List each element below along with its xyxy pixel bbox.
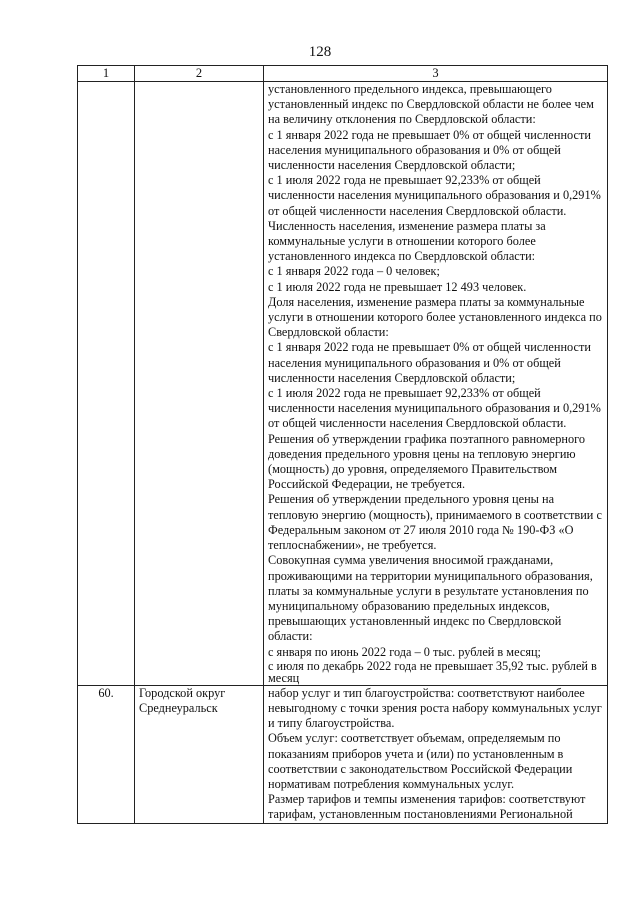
description-paragraph: установленного предельного индекса, превышающего установленный индекс по Свердловской области не более чем на величину отклонения по Свердловской области: (268, 82, 594, 127)
column-header-3: 3 (264, 66, 608, 82)
description-cell (264, 685, 608, 823)
description-paragraph: с 1 января 2022 года – 0 человек; (268, 264, 440, 279)
description-paragraph: Размер тарифов и темпы изменения тарифов: соответствуют тарифам, установленным постановлениями Региональной (268, 792, 586, 822)
table-row (78, 685, 608, 823)
description-paragraph: Решения об утверждении графика поэтапного равномерного доведения предельного уровня цены на тепловую энергию (мощность) до уровня, определяемого Правительством Российской Федерации, не требуется. (268, 431, 585, 492)
description-paragraph: Численность населения, изменение размера платы за коммунальные услуги в отношении которого более установленного индекса по Свердловской области: (268, 218, 546, 264)
description-paragraph: с 1 января 2022 года не превышает 0% от общей численности населения муниципального образования и 0% от общей численности населения Свердловской области; (268, 340, 591, 385)
table-header-row (78, 66, 608, 82)
table-row (78, 82, 608, 686)
description-paragraph: Решения об утверждении предельного уровня цены на тепловую энергию (мощность), принимаемого в соответствии с Федеральным законом от 27 июля 2010 года № 190-ФЗ «О теплоснабжении», не требуется. (268, 492, 602, 553)
row-number: 60. (78, 685, 135, 823)
column-header-1: 1 (78, 66, 135, 82)
document-table (77, 65, 608, 824)
description-paragraph: с 1 января 2022 года не превышает 0% от общей численности населения муниципального образования и 0% от общей численности населения Свердловской области; (268, 127, 591, 173)
description-paragraph: с 1 июля 2022 года не превышает 12 493 человек. (268, 279, 527, 294)
column-header-2: 2 (135, 66, 264, 82)
page-number: 128 (308, 44, 332, 60)
description-paragraph: с июля по декабрь 2022 года не превышает 35,92 тыс. рублей в месяц (268, 658, 597, 685)
description-paragraph: с 1 июля 2022 года не превышает 92,233% от общей численности населения муниципального образования и 0,291% от общей численности населения Свердловской области. (268, 173, 601, 218)
description-paragraph: с января по июнь 2022 года – 0 тыс. рублей в месяц; (268, 644, 541, 659)
description-paragraph: Объем услуг: соответствует объемам, определяемым по показаниям приборов учета и (или) по установленным в соответствии с законодательством Российской Федерации нормативам потребления коммунальных услуг. (268, 731, 573, 791)
table-body (78, 82, 608, 824)
description-paragraph: с 1 июля 2022 года не превышает 92,233% от общей численности населения муниципального образования и 0,291% от общей численности населения Свердловской области. (268, 386, 601, 431)
description-cell (264, 82, 608, 686)
municipality-name (135, 82, 264, 686)
description-paragraph: Совокупная сумма увеличения вносимой гражданами, проживающими на территории муниципального образования, платы за коммунальные услуги в результате установления по муниципальному образованию предельных индексов, превышающих установленный индекс по Свердловской области: (268, 553, 593, 644)
description-paragraph: набор услуг и тип благоустройства: соответствуют наиболее невыгодному с точки зрения роста набору коммунальных услуг и типу благоустройства. (268, 685, 602, 731)
description-paragraph: Доля населения, изменение размера платы за коммунальные услуги в отношении которого более установленного индекса по Свердловской области: (268, 294, 602, 340)
municipality-name: Городской округ Среднеуральск (135, 685, 264, 823)
row-number (78, 82, 135, 686)
